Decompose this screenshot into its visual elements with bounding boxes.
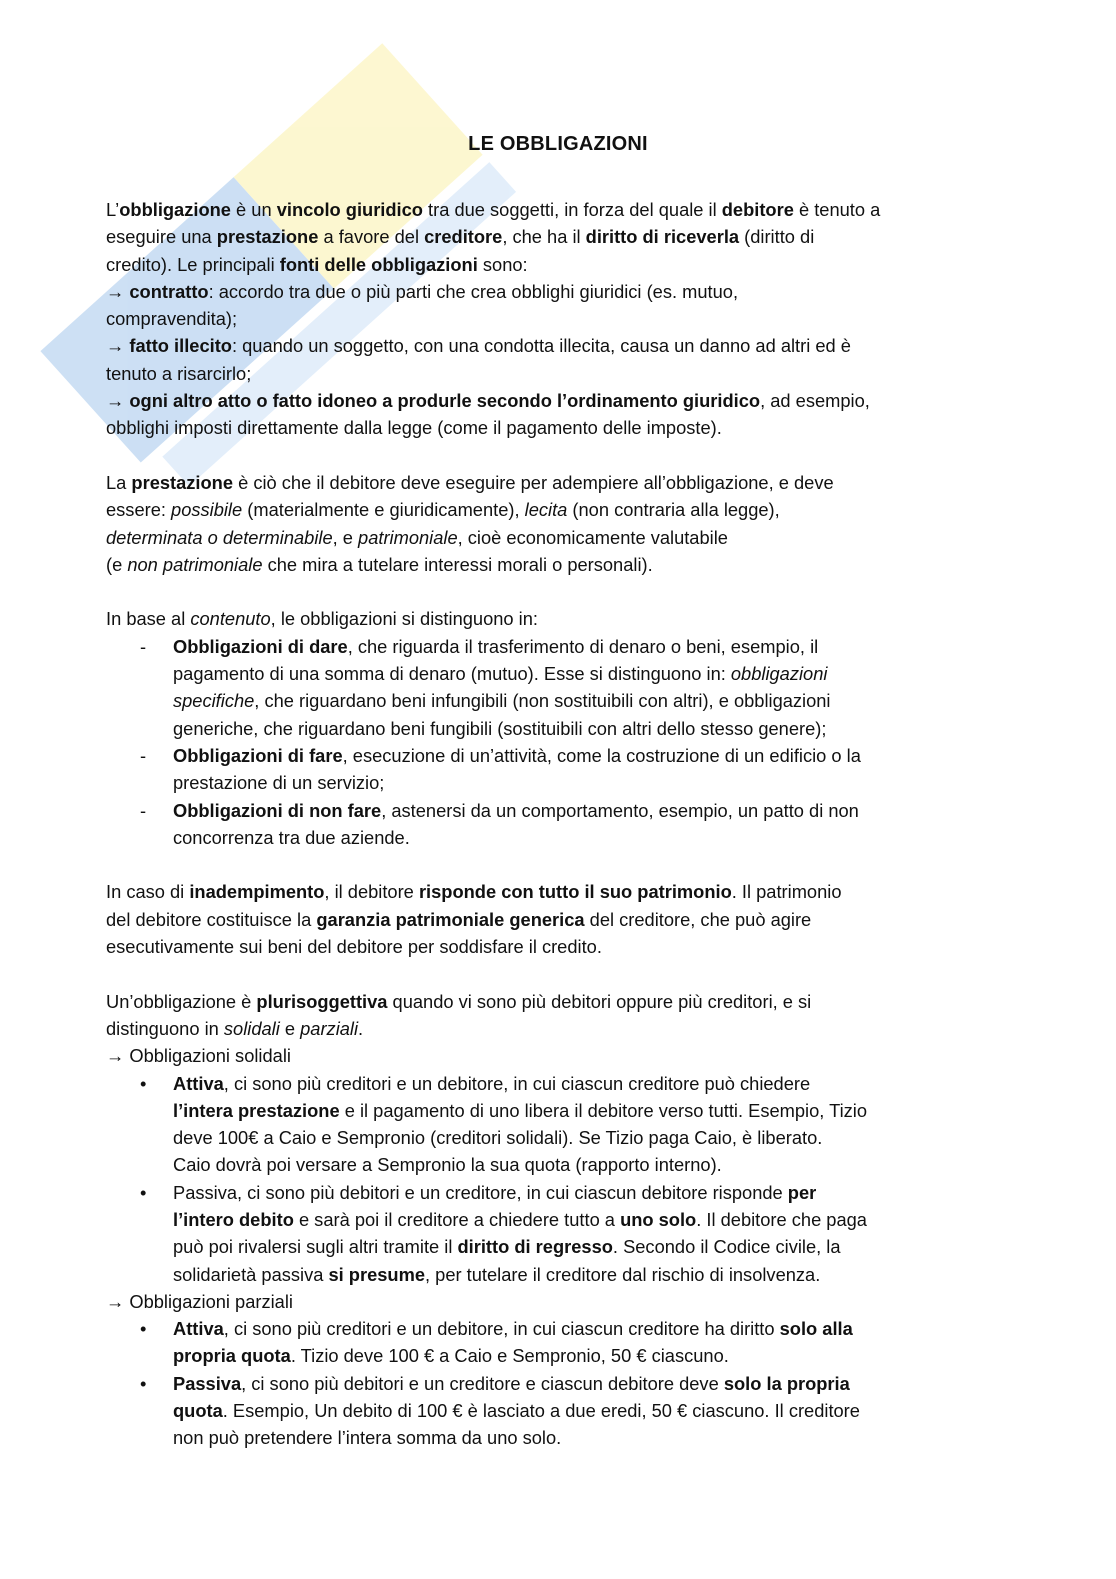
bold-text: garanzia patrimoniale generica (316, 908, 585, 930)
bullet-list-item (106, 1070, 1026, 1097)
bold-text: diritto di regresso (457, 1236, 613, 1258)
text-line (106, 469, 1026, 496)
text: generiche, che riguardano beni fungibili (sostituibili con altri dello stesso genere); (173, 717, 827, 739)
text: , ad esempio, (760, 390, 870, 412)
text: può poi rivalersi sugli altri tramite il (173, 1236, 458, 1258)
text: La (106, 471, 132, 493)
bold-text: diritto di riceverla (585, 226, 740, 248)
text: non può pretendere l’intera somma da uno solo. (173, 1427, 562, 1449)
bold-text: risponde con tutto il suo patrimonio (418, 881, 732, 903)
text: , che riguardano beni infungibili (non sostituibili con altri), e obbligazioni (254, 690, 831, 712)
bold-text: inadempimento (189, 881, 325, 903)
bold-text: si presume (328, 1263, 426, 1285)
bold-text: l’intera prestazione (173, 1099, 340, 1121)
text: distinguono in (106, 1017, 224, 1039)
text: In base al (106, 608, 191, 630)
text-line (106, 223, 1026, 250)
text-line (106, 1015, 1026, 1042)
text: , cioè economicamente valutabile (457, 526, 728, 548)
text: e il pagamento di uno libera il debitore verso tutti. Esempio, Tizio (339, 1099, 868, 1121)
text: → (106, 335, 130, 357)
text: prestazione di un servizio; (173, 772, 385, 794)
text-line (106, 196, 1026, 223)
text: esecutivamente sui beni del debitore per soddisfare il credito. (106, 936, 602, 958)
italic-text: non patrimoniale (127, 553, 263, 575)
italic-text: parziali (300, 1017, 359, 1039)
text: Caio dovrà poi versare a Sempronio la sua quota (rapporto interno). (173, 1154, 722, 1176)
text: , ci sono più creditori e un debitore, in cui ciascun creditore ha diritto (223, 1318, 780, 1340)
text: compravendita); (106, 308, 238, 330)
bullet-list-item (106, 1315, 1026, 1342)
bullet-marker: • (140, 1072, 147, 1094)
text: . Secondo il Codice civile, la (612, 1236, 841, 1258)
text: → Obbligazioni solidali (106, 1045, 291, 1067)
text: . Il debitore che paga (696, 1208, 867, 1230)
text-line (106, 278, 1026, 305)
text-line (106, 251, 1026, 278)
text: : accordo tra due o più parti che crea obblighi giuridici (es. mutuo, (208, 280, 739, 302)
text: , e (332, 526, 359, 548)
text: → (106, 390, 130, 412)
text-line (106, 1097, 1026, 1124)
italic-text: lecita (524, 499, 568, 521)
document-body (106, 196, 1026, 1452)
text-line (106, 605, 1026, 632)
text-line (106, 496, 1026, 523)
text: sono: (477, 253, 528, 275)
text: del debitore costituisce la (106, 908, 317, 930)
text: (non contraria alla legge), (567, 499, 780, 521)
text-line (106, 878, 1026, 905)
text: e (279, 1017, 301, 1039)
bullet-marker: • (140, 1372, 147, 1394)
text: pagamento di una somma di denaro (mutuo). Esse si distinguono in: (173, 663, 731, 685)
text-line (106, 1233, 1026, 1260)
page-title: LE OBBLIGAZIONI (468, 133, 648, 155)
text: tenuto a risarcirlo; (106, 362, 252, 384)
text: Passiva, ci sono più debitori e un creditore, in cui ciascun debitore risponde (173, 1181, 788, 1203)
bold-text: plurisoggettiva (256, 990, 388, 1012)
bold-text: contratto (129, 280, 209, 302)
text: eseguire una (106, 226, 217, 248)
text-line (106, 687, 1026, 714)
text: , ci sono più debitori e un creditore e ciascun debitore deve (241, 1372, 724, 1394)
text: essere: (106, 499, 172, 521)
text-line (106, 1397, 1026, 1424)
text-line (106, 715, 1026, 742)
text: (diritto di (739, 226, 815, 248)
text: . Esempio, Un debito di 100 € è lasciato a due eredi, 50 € ciascuno. Il creditore (222, 1400, 860, 1422)
text-line (106, 1342, 1026, 1369)
text: , per tutelare il creditore dal rischio di insolvenza. (425, 1263, 821, 1285)
text: In caso di (106, 881, 190, 903)
text: , le obbligazioni si distinguono in: (270, 608, 538, 630)
bullet-marker: • (140, 1181, 147, 1203)
text-line (106, 933, 1026, 960)
dash-list-item (106, 797, 1026, 824)
bold-text: vincolo giuridico (276, 199, 423, 220)
text: e sarà poi il creditore a chiedere tutto a (293, 1208, 621, 1230)
blank-line (106, 851, 1026, 878)
bold-text: fatto illecito (129, 335, 232, 357)
text: tra due soggetti, in forza del quale il (422, 199, 722, 220)
text-line (106, 1124, 1026, 1151)
text: del creditore, che può agire (584, 908, 812, 930)
text: è ciò che il debitore deve eseguire per adempiere all’obbligazione, e deve (233, 471, 834, 493)
bold-text: Attiva (173, 1072, 224, 1094)
italic-text: specifiche (173, 690, 255, 712)
bold-text: ogni altro atto o fatto idoneo a produrle secondo l’ordinamento giuridico (129, 390, 761, 412)
dash-marker: - (140, 635, 147, 657)
text: Un’obbligazione è (106, 990, 257, 1012)
text-line (106, 524, 1026, 551)
italic-text: obbligazioni (730, 663, 828, 685)
text-line (106, 1206, 1026, 1233)
bold-text: creditore (424, 226, 503, 248)
italic-text: patrimoniale (358, 526, 458, 548)
text-line (106, 660, 1026, 687)
bold-text: l’intero debito (173, 1208, 294, 1230)
bold-text: Obbligazioni di non fare (173, 799, 382, 821)
text-line (106, 1424, 1026, 1451)
bullet-list-item (106, 1179, 1026, 1206)
bold-text: obbligazione (119, 199, 231, 220)
text: deve 100€ a Caio e Sempronio (creditori solidali). Se Tizio paga Caio, è liberato. (173, 1127, 823, 1149)
blank-line (106, 442, 1026, 469)
text: (materialmente e giuridicamente), (242, 499, 525, 521)
text: , che riguarda il trasferimento di denaro o beni, esempio, il (347, 635, 819, 657)
bold-text: uno solo (620, 1208, 697, 1230)
text: è tenuto a (793, 199, 881, 220)
italic-text: solidali (223, 1017, 280, 1039)
text: L’ (106, 199, 120, 220)
bold-text: per (787, 1181, 817, 1203)
text: → Obbligazioni parziali (106, 1290, 293, 1312)
text: obblighi imposti direttamente dalla legge (come il pagamento delle imposte). (106, 417, 722, 439)
text: (e (106, 553, 128, 575)
text-line (106, 332, 1026, 359)
bold-text: prestazione (216, 226, 319, 248)
text: che mira a tutelare interessi morali o personali). (262, 553, 653, 575)
bold-text: fonti delle obbligazioni (279, 253, 478, 275)
italic-text: possibile (171, 499, 243, 521)
text: , il debitore (324, 881, 419, 903)
text: concorrenza tra due aziende. (173, 826, 410, 848)
italic-text: contenuto (190, 608, 271, 630)
text-line (106, 906, 1026, 933)
dash-list-item (106, 633, 1026, 660)
text: . Il patrimonio (731, 881, 842, 903)
text-line (106, 1151, 1026, 1178)
text: credito). Le principali (106, 253, 280, 275)
bold-text: Passiva (173, 1372, 242, 1394)
text: è un (230, 199, 277, 220)
blank-line (106, 578, 1026, 605)
bold-text: Obbligazioni di dare (173, 635, 348, 657)
dash-marker: - (140, 744, 147, 766)
text: , esecuzione di un’attività, come la costruzione di un edificio o la (342, 744, 861, 766)
text-line (106, 387, 1026, 414)
text: , ci sono più creditori e un debitore, in cui ciascun creditore può chiedere (223, 1072, 811, 1094)
text-line (106, 414, 1026, 441)
bold-text: prestazione (131, 471, 234, 493)
bold-text: solo la propria (723, 1372, 850, 1394)
text: → (106, 280, 130, 302)
text: , che ha il (502, 226, 586, 248)
italic-text: determinata o determinabile (106, 526, 333, 548)
text-line (106, 824, 1026, 851)
text: . Tizio deve 100 € a Caio e Sempronio, 50 € ciascuno. (290, 1345, 729, 1367)
text-line (106, 360, 1026, 387)
text-line (106, 1042, 1026, 1069)
text-line (106, 1288, 1026, 1315)
text: , astenersi da un comportamento, esempio, un patto di non (381, 799, 859, 821)
bullet-list-item (106, 1370, 1026, 1397)
text-line (106, 305, 1026, 332)
text: solidarietà passiva (173, 1263, 329, 1285)
text: quando vi sono più debitori oppure più creditori, e si (387, 990, 812, 1012)
bold-text: Attiva (173, 1318, 224, 1340)
text: a favore del (318, 226, 425, 248)
dash-list-item (106, 742, 1026, 769)
bold-text: Obbligazioni di fare (173, 744, 343, 766)
text-line (106, 988, 1026, 1015)
text: . (358, 1017, 364, 1039)
text-line (106, 1261, 1026, 1288)
text-line (106, 551, 1026, 578)
bold-text: debitore (721, 199, 794, 220)
blank-line (106, 960, 1026, 987)
text: : quando un soggetto, con una condotta illecita, causa un danno ad altri ed è (231, 335, 851, 357)
bold-text: propria quota (173, 1345, 291, 1367)
dash-marker: - (140, 799, 147, 821)
bullet-marker: • (140, 1318, 147, 1340)
text-line (106, 769, 1026, 796)
bold-text: quota (173, 1400, 223, 1422)
bold-text: solo alla (779, 1318, 853, 1340)
